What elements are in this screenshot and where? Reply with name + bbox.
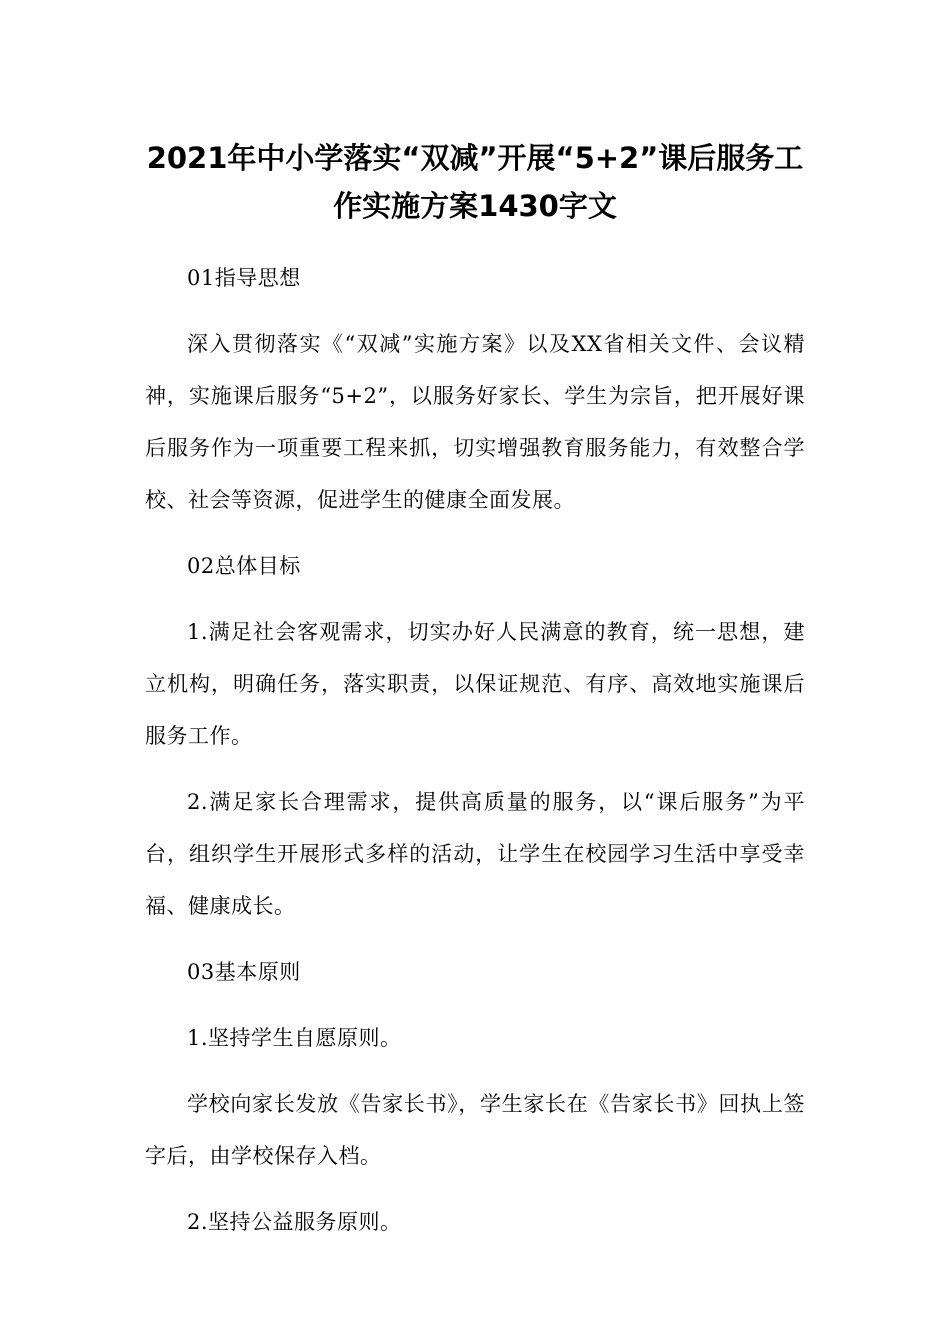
section-heading-overall-goals: 02总体目标 xyxy=(187,554,301,578)
document-title xyxy=(145,128,805,230)
paragraph-goal-1: 1.满足社会客观需求，切实办好人民满意的教育，统一思想，建立机构，明确任务，落实职责，以保证规范、有序、高效地实施课后服务工作。 xyxy=(145,620,805,748)
section-heading-guiding-ideology: 01指导思想 xyxy=(187,266,301,290)
paragraph-principle-2: 2.坚持公益服务原则。 xyxy=(187,1210,402,1234)
document-title-line-2: 作实施方案1430字文 xyxy=(333,189,617,223)
document-page xyxy=(145,128,805,1248)
paragraph-goal-2: 2.满足家长合理需求，提供高质量的服务，以“课后服务”为平台，组织学生开展形式多样的活动，让学生在校园学习生活中享受幸福、健康成长。 xyxy=(145,790,805,918)
paragraph-principle-1: 1.坚持学生自愿原则。 xyxy=(187,1026,402,1050)
paragraph-principle-1-detail: 学校向家长发放《告家长书》，学生家长在《告家长书》回执上签字后，由学校保存入档。 xyxy=(145,1092,805,1168)
section-heading-basic-principles: 03基本原则 xyxy=(187,960,301,984)
paragraph-guiding-ideology: 深入贯彻落实《“双减”实施方案》以及XX省相关文件、会议精神，实施课后服务“5+2”，以服务好家长、学生为宗旨，把开展好课后服务作为一项重要工程来抓，切实增强教育服务能力，有效整合学校、社会等资源，促进学生的健康全面发展。 xyxy=(145,332,805,512)
document-title-line-1: 2021年中小学落实“双减”开展“5+2”课后服务工 xyxy=(146,141,804,175)
